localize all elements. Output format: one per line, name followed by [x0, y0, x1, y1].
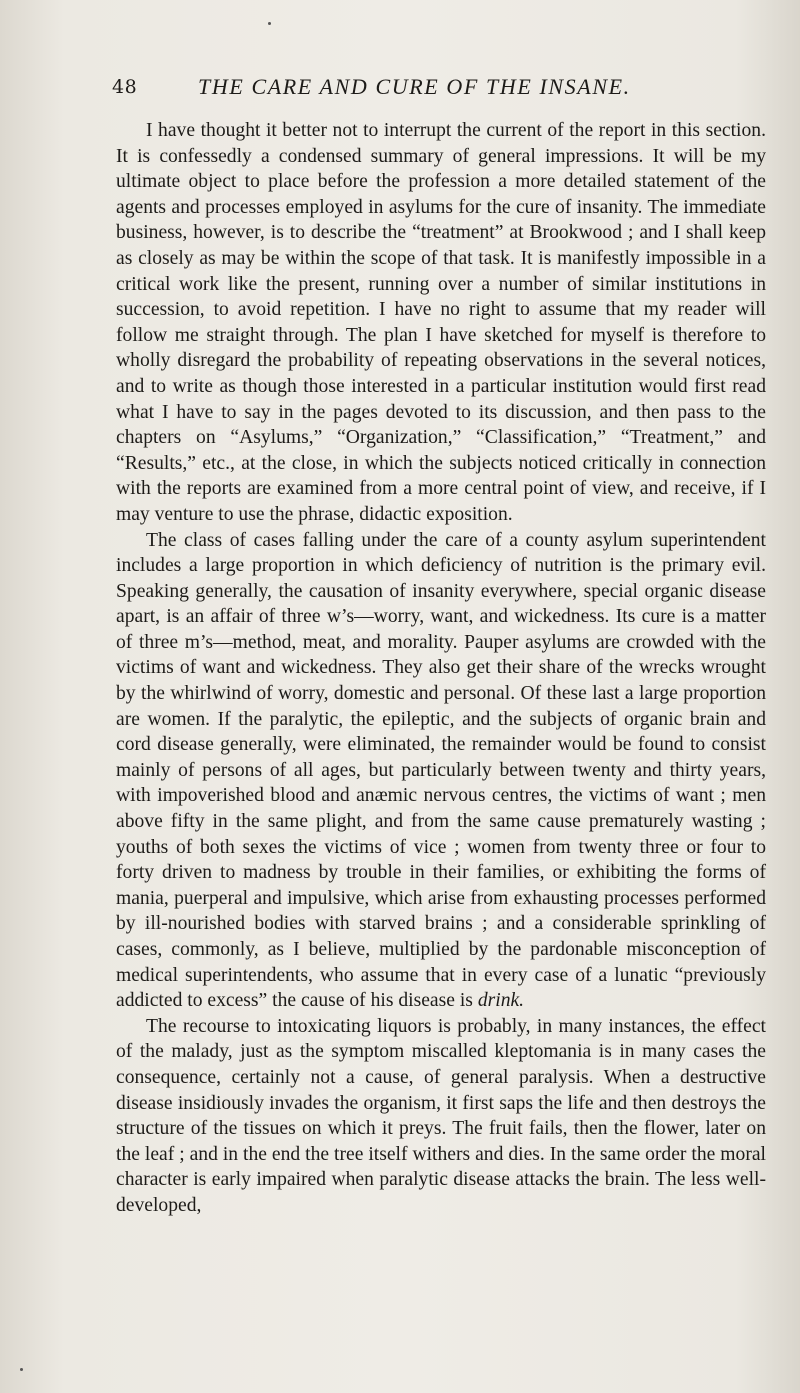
page-number: 48 — [112, 76, 138, 98]
ink-speck — [20, 1368, 23, 1371]
ink-speck — [268, 22, 271, 25]
emphasized-word: drink. — [477, 990, 525, 1012]
running-title: THE CARE AND CURE OF THE INSANE. — [198, 74, 631, 99]
running-head — [112, 66, 752, 106]
body-text — [116, 118, 766, 1219]
paragraph-3: The recourse to intoxicating liquors is probably, in many instances, the effect of the malady, just as the symptom miscalled kleptomania is in many cases the consequence, certainly not a cause, of general paralysis. When a destructive disease insidiously invades the organism, it first saps the life and then destroys the structure of the tissues on which it preys. The fruit fails, then the flower, later on the leaf ; and in the end the tree itself withers and dies. In the same order the moral character is early impaired when paralytic disease attacks the brain. The less well-developed, — [116, 1015, 766, 1216]
paragraph-2-text: The class of cases falling under the care of a county asylum superintendent includes a large proportion in which deficiency of nutrition is the primary evil. Speaking generally, the causation of insanity everywhere, special organic disease apart, is an affair of three w’s—worry, want, and wickedness. Its cure is a matter of three m’s—method, meat, and morality. Pauper asylums are crowded with the victims of want and wickedness. They also get their share of the wrecks wrought by the whirlwind of worry, domestic and personal. Of these last a large proportion are women. If the paralytic, the epileptic, and the subjects of organic brain and cord disease generally, were eliminated, the remainder would be found to consist mainly of persons of all ages, but particularly between twenty and thirty years, with impoverished blood and anæmic nervous centres, the victims of want ; men above fifty in the same plight, and from the same cause prematurely wasting ; youths of both sexes the victims of vice ; women from twenty three or four to forty driven to madness by trouble in their families, or exhibiting the forms of mania, puerperal and impulsive, which arise from exhausting processes performed by ill-nourished bodies with starved brains ; and a considerable sprinkling of cases, commonly, as I believe, multiplied by the pardonable misconception of medical superintendents, who assume that in every case of a lunatic “previously addicted to excess” the cause of his disease is — [116, 529, 766, 1012]
paragraph-2 — [116, 528, 766, 1014]
paragraph-1: I have thought it better not to interrupt the current of the report in this section. It is confessedly a condensed summary of general impressions. It will be my ultimate object to place before the profession a more detailed statement of the agents and processes employed in asylums for the cure of insanity. The immediate business, however, is to describe the “treatment” at Brookwood ; and I shall keep as closely as may be within the scope of that task. It is manifestly impossible in a critical work like the present, running over a number of similar institutions in succession, to avoid repetition. I have no right to assume that my reader will follow me straight through. The plan I have sketched for myself is therefore to wholly disregard the probability of repeating observations in the several notices, and to write as though those interested in a particular institution would first read what I have to say in the pages devoted to its discussion, and then pass to the chapters on “Asylums,” “Organization,” “Classification,” “Treatment,” and “Results,” etc., at the close, in which the subjects noticed critically in connection with the reports are examined from a more central point of view, and receive, if I may venture to use the phrase, didactic exposition. — [116, 120, 766, 525]
